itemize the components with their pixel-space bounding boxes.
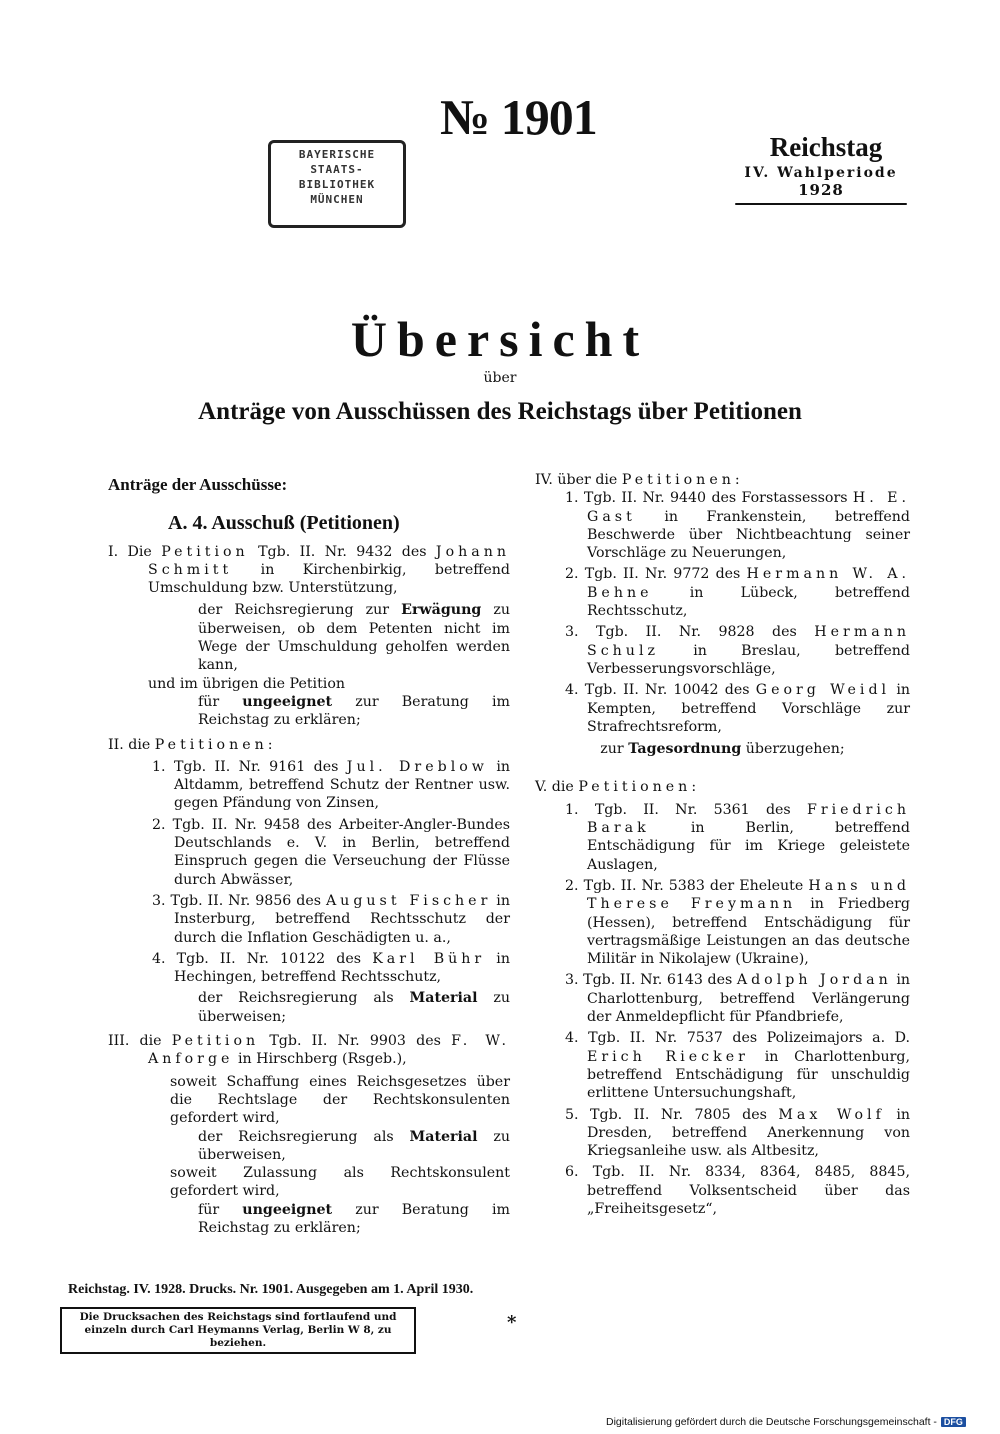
petitioner-name: Max Wolf (778, 1106, 885, 1123)
resolution (108, 989, 510, 1026)
text: in Dresden, betreffend Anerkennung von Kriegsanleihe usw. als Altbesitz, (587, 1106, 911, 1160)
text: in Hirschberg (Rsgeb.), (237, 1051, 407, 1068)
reichstag-title: Reichstag (769, 132, 883, 162)
item-number: 1. (152, 758, 166, 775)
text: Tgb. II. Nr. 10122 des (176, 950, 362, 967)
text: Tgb. II. Nr. 5383 der Eheleute (583, 877, 804, 894)
text: Tgb. II. Nr. 9161 des (173, 758, 339, 775)
asterisk-mark: * (507, 1312, 517, 1333)
section-heading: Anträge der Ausschüsse: (108, 475, 288, 494)
text: Tgb. II. Nr. 6143 des (583, 972, 733, 989)
item-number: 1. (565, 801, 579, 818)
section-II (108, 736, 510, 754)
section-number: IV. (535, 472, 553, 488)
condition: soweit Schaffung eines Reichsgesetzes über die Rechtslage der Rechtskonsulenten gefordert wird, (170, 1073, 510, 1127)
item-number: 3. (565, 624, 579, 641)
stamp-line: MÜNCHEN (310, 193, 364, 206)
text: zur Beratung im Reichstag zu erklären; (198, 1201, 510, 1236)
stamp-line: BAYERISCHE (298, 148, 376, 161)
text: Petitionen: (154, 736, 277, 753)
section-I (108, 543, 510, 598)
section-number: V. (535, 779, 548, 796)
keyword: Tagesordnung (628, 741, 742, 758)
text: Tgb. II. Nr. 9432 des (258, 543, 427, 560)
text: Tgb. II. Nr. 8334, 8364, 8485, 8845, betreffend Volksentscheid über das „Freiheitsgesetz“, (587, 1164, 910, 1217)
petitioner-name: Erich Riecker (587, 1048, 749, 1065)
petitioner-name: F. W. Anforge (148, 1033, 510, 1068)
text: Die (127, 543, 152, 560)
text: zu überweisen, ob dem Petenten nicht im Wege der Umschuldung geholfen werden kann, (198, 602, 510, 674)
dfg-credit (606, 1416, 966, 1428)
section-IV (535, 471, 910, 489)
item-number: 2. (565, 877, 579, 894)
text: in Frankenstein, betreffend Beschwerde über Nichtbeachtung seiner Vorschläge zu Neuerungen, (587, 508, 910, 562)
text: die (139, 1033, 162, 1050)
list-item (535, 681, 910, 736)
text: Tgb. II. Nr. 9903 des (269, 1033, 441, 1050)
list-item (535, 877, 910, 968)
resolution (535, 740, 910, 758)
section-V (535, 778, 910, 796)
item-number: 5. (565, 1106, 579, 1123)
text: Tgb. II. Nr. 9828 des (596, 624, 797, 641)
petitioner-name: H. E. Gast (587, 490, 910, 525)
library-stamp (268, 140, 406, 228)
keyword: Material (409, 1128, 478, 1145)
item-number: 3. (152, 892, 166, 909)
item-number: 4. (152, 950, 166, 967)
keyword: Erwägung (401, 602, 482, 619)
resolution (108, 693, 510, 730)
item-number: 6. (565, 1164, 579, 1181)
text: Petitionen: (578, 779, 701, 796)
text: Tgb. II. Nr. 9772 des (584, 566, 741, 583)
section-number: II. (108, 736, 124, 753)
list-item (535, 1106, 910, 1161)
text: zu überweisen, (198, 1128, 511, 1163)
list-item (535, 1029, 910, 1102)
text: in Breslau, betreffend Verbesserungsvorschläge, (587, 642, 910, 677)
list-item (535, 623, 910, 678)
text: Tgb. II. Nr. 9440 des Forstassessors (583, 490, 848, 507)
list-item (535, 971, 910, 1026)
publication-line: Reichstag. IV. 1928. Drucks. Nr. 1901. Ausgegeben am 1. April 1930. (68, 1282, 474, 1297)
text: in Hechingen, betreffend Rechtsschutz, (174, 950, 510, 986)
list-item (108, 816, 510, 889)
list-item (108, 758, 510, 813)
text: in Friedberg (Hessen), betreffend Entschädigung für vertragsmäßige Leistungen an das deutsche Militär in Nikolajew (Ukraine), (587, 896, 911, 968)
item-number: 4. (565, 682, 579, 699)
text: in Charlottenburg, betreffend Verlängerung der Anmeldepflicht für Pfandbriefe, (587, 972, 911, 1026)
item-number: 1. (565, 490, 579, 507)
dfg-text: Digitalisierung gefördert durch die Deutsche Forschungsgemeinschaft - (606, 1416, 937, 1428)
petitioner-name: Jul. Dreblow (346, 758, 488, 775)
item-number: 3. (565, 972, 579, 989)
text: für (198, 1201, 220, 1218)
header-rule (735, 203, 907, 205)
resolution (108, 1201, 510, 1238)
text: in Lübeck, betreffend Rechtsschutz, (587, 584, 910, 620)
text: Tgb. II. Nr. 9856 des (170, 892, 322, 909)
text: zur Beratung im Reichstag zu erklären; (198, 693, 510, 729)
text: Petition (161, 543, 249, 560)
left-column (108, 476, 510, 1237)
condition: soweit Zulassung als Rechtskonsulent gefordert wird, (170, 1165, 510, 1200)
dfg-logo-icon: DFG (941, 1417, 966, 1427)
list-item (535, 565, 910, 620)
petitioner-name: August Fischer (325, 892, 492, 909)
petitioner-name: Hermann W. A. Behne (587, 566, 911, 601)
text: in Charlottenburg, betreffend Entschädigung für unschuldig erlittene Untersuchungshaft, (587, 1048, 910, 1102)
section-III (108, 1032, 510, 1069)
committee-heading: A. 4. Ausschuß (Petitionen) (168, 512, 400, 535)
title-connector: über (483, 370, 517, 386)
list-item (535, 1163, 910, 1218)
text: in Berlin, betreffend Entschädigung für im Kriege geleistete Auslagen, (587, 820, 911, 873)
text: Petition (171, 1033, 260, 1050)
petitioner-name: Friedrich Barak (587, 801, 911, 837)
wahlperiode: IV. Wahlperiode (744, 165, 898, 181)
publisher-notice: Die Drucksachen des Reichstags sind fortlaufend und einzeln durch Carl Heymanns Verlag, Berlin W 8, zu beziehen. (60, 1307, 416, 1354)
petitioner-name: Johann Schmitt (148, 543, 510, 578)
text: über die (557, 472, 618, 488)
list-item (108, 950, 510, 987)
section-number: I. (108, 543, 119, 560)
text: der Reichsregierung als (198, 1128, 394, 1145)
list-item (535, 489, 910, 562)
section-number: III. (108, 1033, 130, 1050)
text: Tgb. II. Nr. 5361 des (594, 801, 791, 818)
keyword: ungeeignet (242, 693, 333, 710)
page-title: Übersicht (350, 311, 650, 367)
text: in Kempten, betreffend Vorschläge zur Strafrechtsreform, (587, 682, 910, 735)
text: die (551, 779, 574, 796)
reichstag-block (735, 132, 907, 205)
text: zu überweisen; (198, 990, 511, 1025)
resolution (108, 1128, 510, 1165)
text: der Reichsregierung als (198, 990, 394, 1007)
text: der Reichsregierung zur (198, 602, 390, 619)
text: Tgb. II. Nr. 9458 des Arbeiter-Angler-Bundes Deutschlands e. V. in Berlin, betreffend Einspruch gegen die Verseuchung der Flüsse durch Abwässer, (172, 816, 510, 888)
document-number: № 1901 (440, 89, 597, 145)
text: die (128, 736, 151, 753)
list-item (108, 892, 510, 947)
stamp-line: STAATS- (310, 163, 364, 176)
page-subtitle: Anträge von Ausschüssen des Reichstags über Petitionen (198, 398, 802, 425)
petitioner-name: Georg Weidl (755, 682, 891, 699)
list-item (535, 801, 910, 874)
petitioner-name: Adolph Jordan (736, 972, 892, 989)
keyword: ungeeignet (242, 1201, 333, 1218)
text: zur (600, 741, 624, 758)
petitioner-name: Karl Bühr (372, 950, 486, 967)
text: in Kirchenbirkig, betreffend Umschuldung bzw. Unterstützung, (148, 561, 510, 597)
text: Tgb. II. Nr. 10042 des (584, 682, 750, 699)
right-column (535, 471, 910, 1221)
resolution: und im übrigen die Petition (148, 675, 346, 692)
text: Tgb. II. Nr. 7537 des Polizeimajors a. D. (588, 1030, 910, 1047)
stamp-line: BIBLIOTHEK (298, 178, 376, 191)
petitioner-name: Hans und Therese Freymann (587, 877, 910, 913)
item-number: 2. (565, 566, 579, 583)
resolution (108, 601, 510, 674)
year: 1928 (798, 181, 844, 199)
keyword: Material (409, 990, 478, 1007)
petitioner-name: Hermann Schulz (587, 624, 911, 659)
text: Tgb. II. Nr. 7805 des (590, 1106, 767, 1123)
item-number: 2. (152, 816, 166, 833)
text: Petitionen: (621, 472, 744, 488)
text: überzugehen; (745, 741, 845, 758)
text: für (198, 693, 220, 710)
text: in Altdamm, betreffend Schutz der Rentner usw. gegen Pfändung von Zinsen, (174, 758, 511, 812)
item-number: 4. (565, 1030, 579, 1047)
text: in Insterburg, betreffend Rechtsschutz der durch die Inflation Geschädigten u. a., (174, 892, 510, 946)
